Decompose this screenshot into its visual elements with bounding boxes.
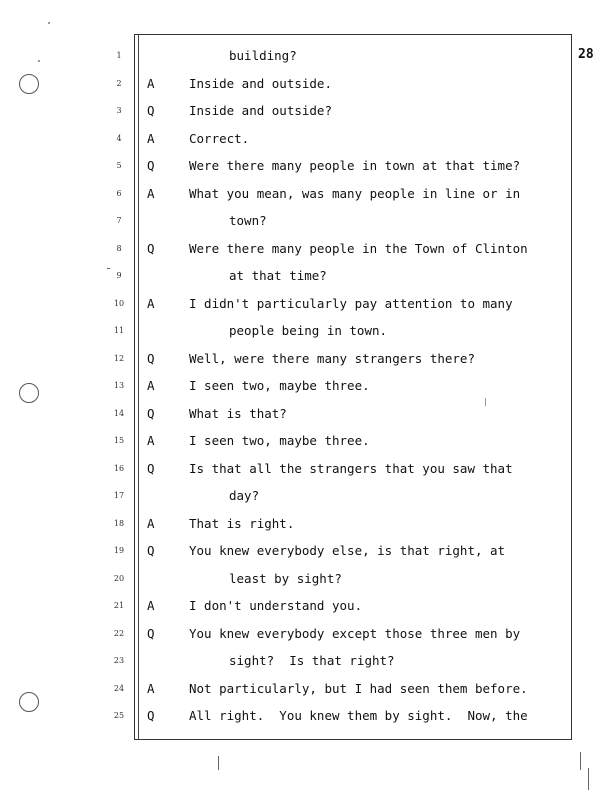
speaker-question: Q <box>147 708 155 723</box>
transcript-line-text: least by sight? <box>229 570 342 586</box>
stray-mark <box>485 398 486 406</box>
transcript-line-text: You knew everybody else, is that right, at <box>189 543 506 558</box>
transcript-line-text: Well, were there many strangers there? <box>189 350 475 366</box>
line-number: 7 <box>116 216 122 225</box>
line-number: 22 <box>113 628 125 638</box>
transcript-line-text: I didn't particularly pay attention to many <box>189 295 513 311</box>
transcript-line-text: All right. You knew them by sight. Now, the <box>189 708 528 723</box>
transcript-line-text: I don't understand you. <box>189 598 363 613</box>
line-number: 10 <box>113 298 125 308</box>
speaker-question: Q <box>147 103 155 118</box>
speaker-answer: A <box>147 185 155 201</box>
speaker-question: Q <box>147 240 155 256</box>
transcript-line-text: Correct. <box>189 130 250 146</box>
speaker-question: Q <box>147 158 155 173</box>
line-number: 3 <box>116 106 122 115</box>
speaker-question: Q <box>147 405 155 421</box>
stray-mark <box>580 752 581 770</box>
speaker-question: Q <box>147 543 155 558</box>
speaker-question: Q <box>147 460 155 476</box>
line-number: 18 <box>113 518 125 528</box>
transcript-line-text: What you mean, was many people in line or in <box>189 185 521 201</box>
transcript-line-text: day? <box>229 488 260 503</box>
speaker-question: Q <box>147 350 155 366</box>
transcript-line-text: at that time? <box>229 268 327 283</box>
transcript-line-text: That is right. <box>189 515 295 531</box>
transcript-line-text: building? <box>229 48 297 63</box>
line-number: 1 <box>116 51 122 60</box>
speaker-answer: A <box>147 515 155 531</box>
transcript-line-text: Were there many people in town at that time? <box>189 158 521 173</box>
stray-mark <box>588 768 589 790</box>
transcript-line-text: sight? Is that right? <box>229 653 395 668</box>
line-number: 2 <box>116 78 122 88</box>
speaker-answer: A <box>147 433 155 448</box>
line-number: 9 <box>116 271 122 280</box>
page-number: 28 <box>578 47 594 62</box>
margin-rule <box>138 34 139 740</box>
speaker-answer: A <box>147 75 155 91</box>
binder-hole <box>19 74 39 94</box>
line-number: 5 <box>116 161 122 170</box>
line-number: 15 <box>113 436 125 445</box>
transcript-line-text: Inside and outside? <box>189 103 332 118</box>
transcript-line-text: people being in town. <box>229 323 388 338</box>
line-number: 12 <box>113 353 125 363</box>
transcript-line-text: Is that all the strangers that you saw that <box>189 460 513 476</box>
stray-mark <box>218 756 219 770</box>
transcript-line-text: I seen two, maybe three. <box>189 433 370 448</box>
line-number: 11 <box>113 326 125 335</box>
line-number: 24 <box>113 683 125 693</box>
line-number: 21 <box>113 601 125 610</box>
transcript-line-text: Were there many people in the Town of Clinton <box>189 240 528 256</box>
transcript-line-text: What is that? <box>189 405 287 421</box>
speaker-answer: A <box>147 680 155 696</box>
line-number: 4 <box>116 133 122 143</box>
speaker-answer: A <box>147 378 155 393</box>
line-number: 16 <box>113 463 125 473</box>
stray-mark <box>38 60 40 62</box>
speaker-question: Q <box>147 625 155 641</box>
transcript-line-text: I seen two, maybe three. <box>189 378 370 393</box>
speaker-answer: A <box>147 598 155 613</box>
transcript-line-text: Inside and outside. <box>189 75 332 91</box>
transcript-line-text: town? <box>229 213 267 228</box>
binder-hole <box>19 692 39 712</box>
speaker-answer: A <box>147 295 155 311</box>
stray-mark <box>107 268 110 269</box>
line-number: 14 <box>113 408 125 418</box>
line-number: 25 <box>113 711 125 720</box>
line-number: 23 <box>113 656 125 665</box>
binder-hole <box>19 383 39 403</box>
transcript-line-text: Not particularly, but I had seen them before. <box>189 680 528 696</box>
line-number: 19 <box>113 546 125 555</box>
speaker-answer: A <box>147 130 155 146</box>
line-number: 8 <box>116 243 122 253</box>
line-number: 6 <box>116 188 122 198</box>
line-number: 13 <box>113 381 125 390</box>
transcript-line-text: You knew everybody except those three men by <box>189 625 521 641</box>
stray-mark <box>48 22 50 24</box>
line-number: 20 <box>113 573 125 583</box>
line-number: 17 <box>113 491 125 500</box>
